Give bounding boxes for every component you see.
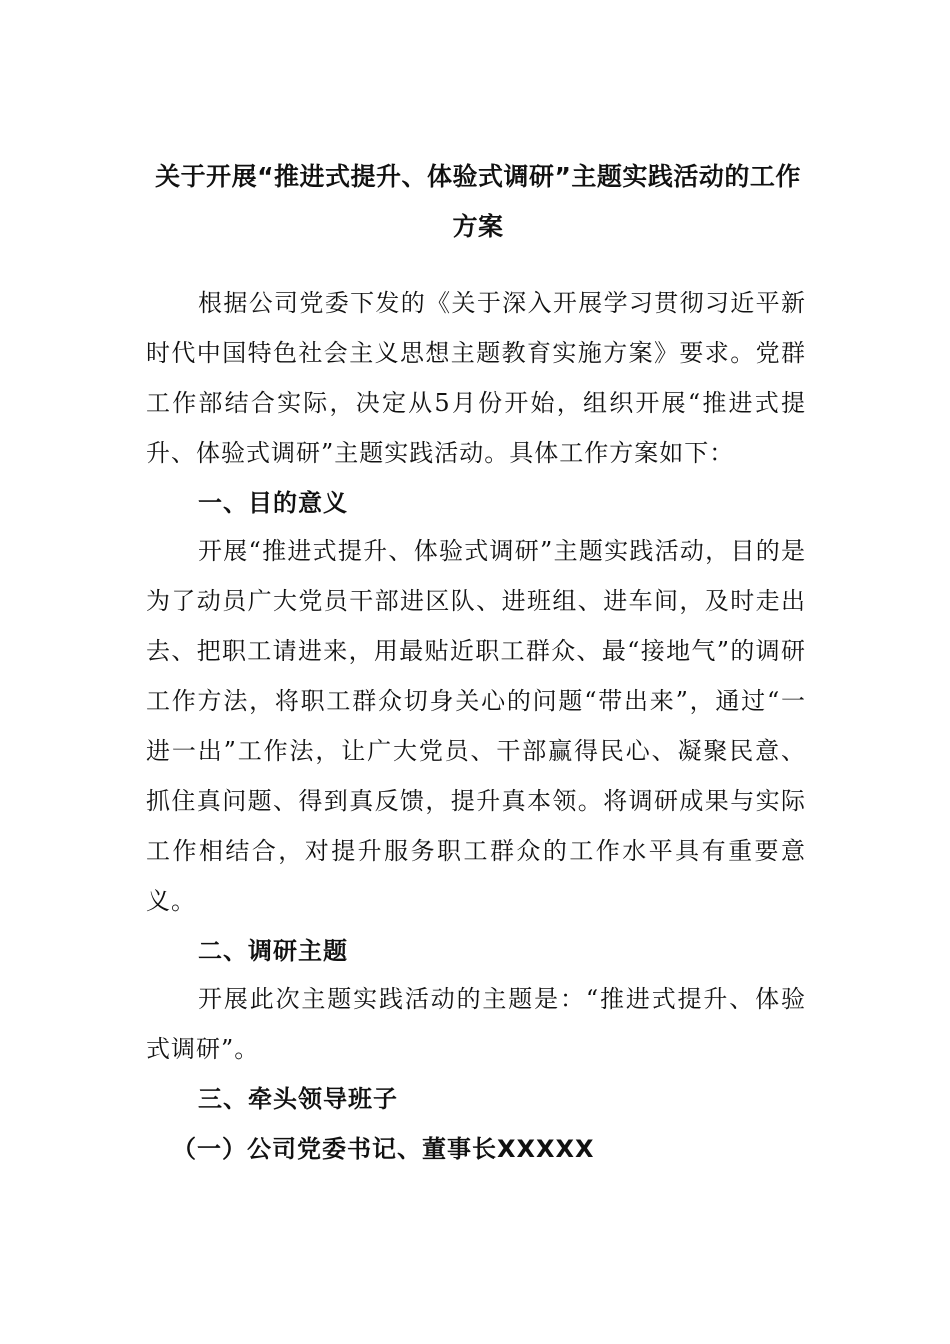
section-3-subheading-1: （一）公司党委书记、董事长XXXXX (172, 1135, 595, 1163)
section-2-heading: 二、调研主题 (198, 937, 348, 965)
section-2-paragraph: 开展此次主题实践活动的主题是：“推进式提升、体验式调研”。 (146, 985, 806, 1063)
section-3-heading: 三、牵头领导班子 (198, 1085, 398, 1113)
document-title: 关于开展“推进式提升、体验式调研”主题实践活动的工作方案 (155, 162, 801, 241)
section-1-paragraph: 开展“推进式提升、体验式调研”主题实践活动，目的是为了动员广大党员干部进区队、进班组、进车间，及时走出去、把职工请进来，用最贴近职工群众、最“接地气”的调研工作方法，将职工群众切身关心的问题“带出来”，通过“一进一出”工作法，让广大党员、干部赢得民心、凝聚民意、抓住真问题、得到真反馈，提升真本领。将调研成果与实际工作相结合，对提升服务职工群众的工作水平具有重要意义。 (146, 537, 806, 915)
intro-paragraph: 根据公司党委下发的《关于深入开展学习贯彻习近平新时代中国特色社会主义思想主题教育实施方案》要求。党群工作部结合实际，决定从5月份开始，组织开展“推进式提升、体验式调研”主题实践活动。具体工作方案如下： (146, 289, 806, 467)
section-1-heading: 一、目的意义 (198, 489, 348, 517)
